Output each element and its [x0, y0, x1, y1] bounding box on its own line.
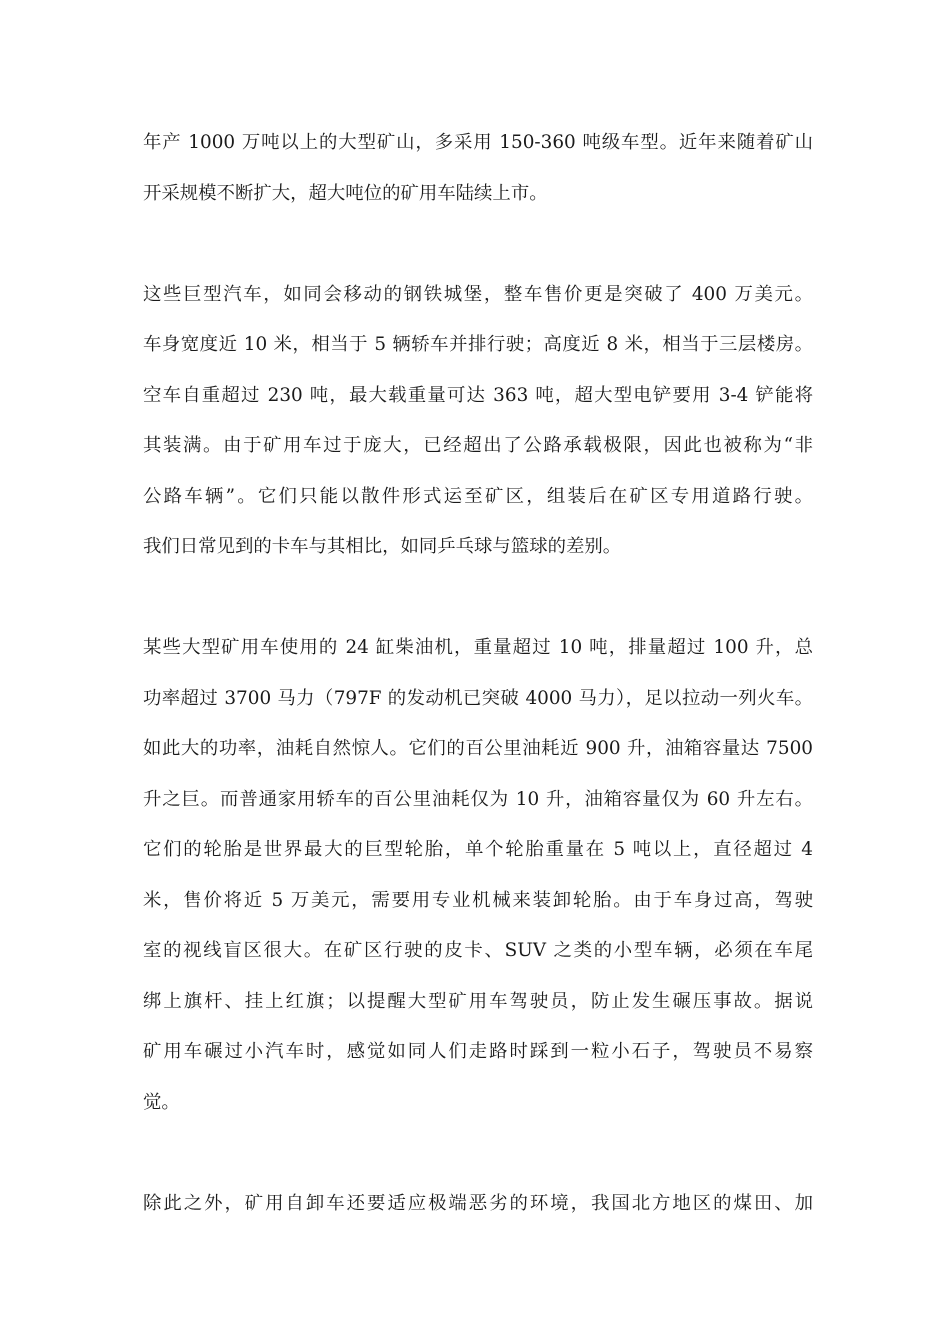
paragraph-3-line-10: 觉。: [143, 1091, 180, 1113]
paragraph-gap: [143, 1128, 813, 1179]
paragraph-3-line-3: 如此大的功率，油耗自然惊人。它们的百公里油耗近 900 升，油箱容量达 7500: [143, 738, 813, 759]
paragraph-4-line-1: 除此之外，矿用自卸车还要适应极端恶劣的环境，我国北方地区的煤田、加: [143, 1192, 813, 1214]
paragraph-3-line-5: 它们的轮胎是世界最大的巨型轮胎，单个轮胎重量在 5 吨以上，直径超过 4: [143, 839, 813, 860]
paragraph-2-line-5: 公路车辆”。它们只能以散件形式运至矿区，组装后在矿区专用道路行驶。: [143, 485, 813, 507]
paragraph-2-line-6: 我们日常见到的卡车与其相比，如同乒乓球与篮球的差别。: [143, 536, 622, 557]
paragraph-3-line-2: 功率超过 3700 马力（797F 的发动机已突破 4000 马力），足以拉动一列火车。: [143, 687, 813, 709]
paragraph-3-line-7: 室的视线盲区很大。在矿区行驶的皮卡、SUV 之类的小型车辆，必须在车尾: [143, 940, 813, 961]
paragraph-3-line-9: 矿用车碾过小汽车时，感觉如同人们走路时踩到一粒小石子，驾驶员不易察: [143, 1041, 813, 1062]
paragraph-2-line-1: 这些巨型汽车，如同会移动的钢铁城堡，整车售价更是突破了 400 万美元。: [143, 283, 813, 305]
paragraph-3-line-1: 某些大型矿用车使用的 24 缸柴油机，重量超过 10 吨，排量超过 100 升，总: [143, 637, 813, 658]
paragraph-2-line-3: 空车自重超过 230 吨，最大载重量可达 363 吨，超大型电铲要用 3-4 铲能将: [143, 384, 813, 406]
paragraph-1-line-2: 开采规模不断扩大，超大吨位的矿用车陆续上市。: [143, 182, 548, 204]
paragraph-2-line-2: 车身宽度近 10 米，相当于 5 辆轿车并排行驶；高度近 8 米，相当于三层楼房。: [143, 334, 813, 355]
paragraph-3-line-8: 绑上旗杆、挂上红旗；以提醒大型矿用车驾驶员，防止发生碾压事故。据说: [143, 990, 813, 1012]
paragraph-3-line-6: 米，售价将近 5 万美元，需要用专业机械来装卸轮胎。由于车身过高，驾驶: [143, 889, 813, 911]
paragraph-gap: [143, 219, 813, 270]
paragraph-1-line-1: 年产 1000 万吨以上的大型矿山，多采用 150-360 吨级车型。近年来随着矿山: [143, 132, 813, 153]
paragraph-2-line-4: 其装满。由于矿用车过于庞大，已经超出了公路承载极限，因此也被称为“非: [143, 435, 813, 456]
document-body: [143, 118, 813, 1229]
paragraph-gap: [143, 573, 813, 624]
paragraph-3-line-4: 升之巨。而普通家用轿车的百公里油耗仅为 10 升，油箱容量仅为 60 升左右。: [143, 788, 813, 810]
